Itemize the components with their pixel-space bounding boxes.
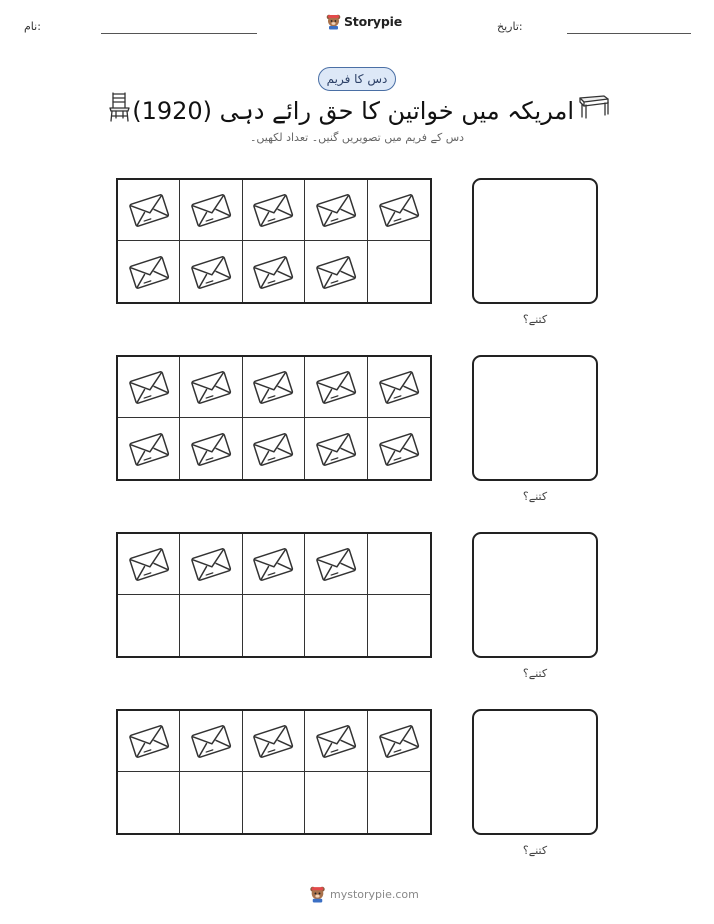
envelope-icon bbox=[190, 721, 232, 761]
envelope-icon bbox=[128, 544, 170, 584]
ten-frame-cell bbox=[180, 418, 242, 479]
envelope-icon bbox=[315, 367, 357, 407]
footer bbox=[309, 885, 419, 903]
ten-frame bbox=[116, 355, 432, 481]
envelope-icon bbox=[315, 721, 357, 761]
envelope-icon bbox=[315, 252, 357, 292]
ten-frame-cell bbox=[305, 534, 367, 595]
ten-frame-cell bbox=[368, 418, 430, 479]
envelope-icon bbox=[315, 429, 357, 469]
ten-frame-cell bbox=[243, 180, 305, 241]
ten-frame-cell bbox=[305, 595, 367, 656]
ten-frame-cell bbox=[368, 180, 430, 241]
envelope-icon bbox=[378, 190, 420, 230]
ten-frame-cell bbox=[368, 357, 430, 418]
envelope-icon bbox=[252, 721, 294, 761]
ten-frame-cell bbox=[180, 595, 242, 656]
ten-frame-cell bbox=[305, 772, 367, 833]
ten-frame-cell bbox=[118, 180, 180, 241]
envelope-icon bbox=[315, 544, 357, 584]
footer-site: mystorypie.com bbox=[330, 887, 419, 901]
worksheet-type-badge: دس کا فریم bbox=[318, 67, 396, 91]
ten-frame bbox=[116, 709, 432, 835]
page-title: امریکہ میں خواتین کا حق رائے دہی (1920) bbox=[132, 97, 574, 125]
ten-frame-cell bbox=[118, 595, 180, 656]
name-field[interactable] bbox=[101, 33, 257, 34]
ten-frame-cell bbox=[243, 357, 305, 418]
ten-frame-cell bbox=[305, 180, 367, 241]
date-label: تاریخ: bbox=[497, 20, 523, 33]
storypie-bear-icon bbox=[309, 885, 326, 903]
ten-frame-cell bbox=[368, 711, 430, 772]
how-many-label: کتنے؟ bbox=[522, 667, 548, 680]
envelope-icon bbox=[128, 367, 170, 407]
date-field[interactable] bbox=[567, 33, 691, 34]
envelope-icon bbox=[128, 721, 170, 761]
envelope-icon bbox=[252, 190, 294, 230]
ten-frame-cell bbox=[243, 595, 305, 656]
ten-frame-cell bbox=[118, 418, 180, 479]
ten-frame-cell bbox=[305, 357, 367, 418]
envelope-icon bbox=[378, 367, 420, 407]
chair-icon bbox=[108, 91, 132, 127]
ten-frame bbox=[116, 532, 432, 658]
envelope-icon bbox=[252, 367, 294, 407]
envelope-icon bbox=[190, 252, 232, 292]
ten-frame-cell bbox=[305, 711, 367, 772]
how-many-label: کتنے؟ bbox=[522, 844, 548, 857]
ten-frame-cell bbox=[243, 534, 305, 595]
envelope-icon bbox=[378, 429, 420, 469]
envelope-icon bbox=[252, 252, 294, 292]
ten-frame-cell bbox=[118, 711, 180, 772]
ten-frame-cell bbox=[368, 595, 430, 656]
ten-frame-cell bbox=[243, 711, 305, 772]
ten-frame-cell bbox=[243, 772, 305, 833]
ten-frame-cell bbox=[180, 241, 242, 302]
answer-box[interactable] bbox=[472, 532, 598, 658]
ten-frame-cell bbox=[180, 772, 242, 833]
ten-frame-cell bbox=[305, 241, 367, 302]
ten-frame-cell bbox=[305, 418, 367, 479]
how-many-label: کتنے؟ bbox=[522, 313, 548, 326]
envelope-icon bbox=[252, 429, 294, 469]
how-many-label: کتنے؟ bbox=[522, 490, 548, 503]
ten-frame-cell bbox=[180, 534, 242, 595]
ten-frame-cell bbox=[243, 241, 305, 302]
ten-frame-cell bbox=[368, 534, 430, 595]
envelope-icon bbox=[190, 429, 232, 469]
ten-frame-cell bbox=[118, 241, 180, 302]
envelope-icon bbox=[190, 190, 232, 230]
envelope-icon bbox=[128, 190, 170, 230]
ten-frame-cell bbox=[368, 241, 430, 302]
ten-frame-cell bbox=[243, 418, 305, 479]
instructions: دس کے فریم میں تصویریں گنیں۔ تعداد لکھیں۔ bbox=[249, 131, 465, 144]
brand-logo bbox=[326, 13, 402, 30]
table-icon bbox=[578, 94, 610, 124]
envelope-icon bbox=[252, 544, 294, 584]
answer-box[interactable] bbox=[472, 709, 598, 835]
answer-box[interactable] bbox=[472, 178, 598, 304]
envelope-icon bbox=[190, 367, 232, 407]
answer-box[interactable] bbox=[472, 355, 598, 481]
storypie-bear-icon bbox=[326, 13, 341, 30]
envelope-icon bbox=[378, 721, 420, 761]
envelope-icon bbox=[128, 429, 170, 469]
ten-frame-cell bbox=[180, 711, 242, 772]
ten-frame-cell bbox=[180, 357, 242, 418]
ten-frame-cell bbox=[118, 534, 180, 595]
name-label: نام: bbox=[24, 20, 41, 33]
envelope-icon bbox=[128, 252, 170, 292]
brand-name: Storypie bbox=[344, 14, 402, 29]
ten-frame bbox=[116, 178, 432, 304]
ten-frame-cell bbox=[118, 357, 180, 418]
ten-frame-cell bbox=[180, 180, 242, 241]
ten-frame-cell bbox=[368, 772, 430, 833]
envelope-icon bbox=[190, 544, 232, 584]
ten-frame-cell bbox=[118, 772, 180, 833]
envelope-icon bbox=[315, 190, 357, 230]
